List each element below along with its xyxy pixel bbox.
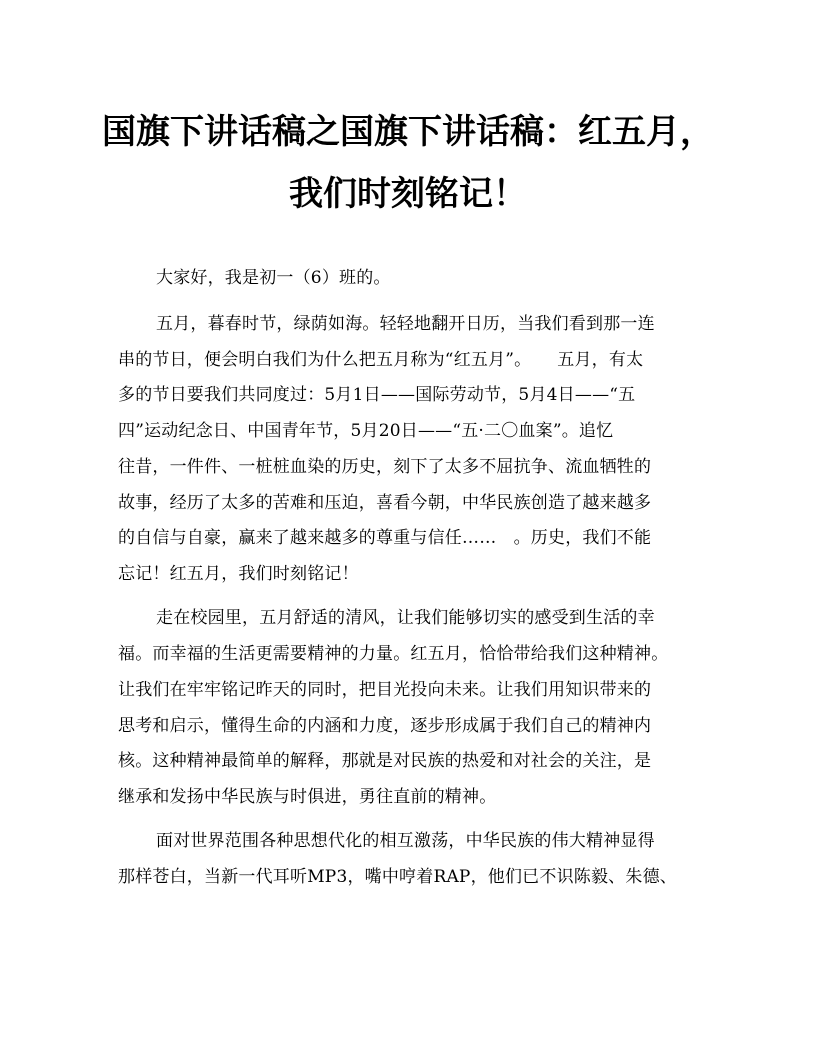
paragraph-line: 继承和发扬中华民族与时俱进，勇往直前的精神。 [118,787,497,807]
paragraph-line: 多的节日要我们共同度过：5月1日——国际劳动节，5月4日——“五 [118,385,636,405]
paragraph-line: 四”运动纪念日、中国青年节，5月20日——“五·二〇血案”。追忆 [118,421,614,441]
paragraph-line: 往昔，一件件、一桩桩血染的历史，刻下了太多不屈抗争、流血牺牲的 [118,457,652,477]
greeting-line: 大家好，我是初一（6）班的。 [156,268,391,288]
paragraph-line: 故事，经历了太多的苦难和压迫，喜看今朝，中华民族创造了越来越多 [118,493,652,513]
paragraph-line: 五月，暮春时节，绿荫如海。轻轻地翻开日历，当我们看到那一连 [156,314,655,334]
paragraph-line: 的自信与自豪，赢来了越来越多的尊重与信任…… 。历史，我们不能 [118,528,652,548]
paragraph-line: 忘记！红五月，我们时刻铭记！ [118,564,359,584]
document-title-line-2: 我们时刻铭记！ [289,174,527,214]
paragraph-line: 思考和启示，懂得生命的内涵和力度，逐步形成属于我们自己的精神内 [118,716,652,736]
paragraph-line: 核。这种精神最简单的解释，那就是对民族的热爱和对社会的关注，是 [118,751,652,771]
paragraph-line: 串的节日，便会明白我们为什么把五月称为“红五月”。 五月，有太 [118,350,644,370]
paragraph-line: 走在校园里，五月舒适的清风，让我们能够切实的感受到生活的幸 [156,608,655,628]
paragraph-line: 那样苍白，当新一代耳听MP3，嘴中哼着RAP，他们已不识陈毅、朱德、 [118,867,677,887]
paragraph-line: 让我们在牢牢铭记昨天的同时，把目光投向未来。让我们用知识带来的 [118,680,652,700]
document-title-line-1: 国旗下讲话稿之国旗下讲话稿：红五月， [102,112,714,152]
paragraph-line: 面对世界范围各种思想代化的相互激荡，中华民族的伟大精神显得 [156,831,655,851]
paragraph-line: 福。而幸福的生活更需要精神的力量。红五月，恰恰带给我们这种精神。 [118,644,669,664]
